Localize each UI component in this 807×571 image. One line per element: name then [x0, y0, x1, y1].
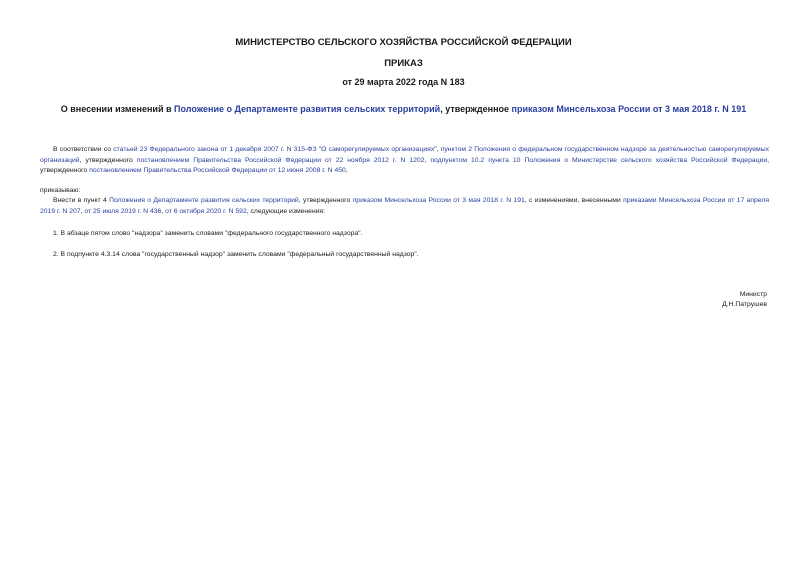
main-paragraph: [40, 196, 769, 217]
main-text: , утвержденного: [298, 197, 353, 204]
main-text: ,: [80, 207, 85, 215]
title-prefix: О внесении изменений в: [60, 104, 175, 114]
preamble-link-subclause-10-2[interactable]: подпунктом 10.2 пункта 10 Положения о Министерстве сельского хозяйства Российской Федерации: [430, 156, 768, 164]
main-text: ,: [161, 207, 166, 215]
title-link-regulation[interactable]: Положение о Департаменте развития сельских территорий: [174, 104, 441, 114]
preamble-paragraph: [40, 145, 769, 177]
list-item: 2. В подпункте 4.3.14 слова "государственный надзор" заменить словами "федеральный государственный надзор".: [53, 251, 419, 258]
main-link-order-207[interactable]: приказами Минсельхоза России от 17 апреля 2019 г. N 207: [40, 197, 770, 215]
main-link-regulation[interactable]: Положения о Департаменте развития сельских территорий: [109, 197, 299, 204]
preamble-text: , утвержденного: [79, 156, 137, 164]
ministry-name: МИНИСТЕРСТВО СЕЛЬСКОГО ХОЗЯЙСТВА РОССИЙСКОЙ ФЕДЕРАЦИИ: [235, 37, 572, 48]
document-date: от 29 марта 2022 года N 183: [342, 77, 465, 87]
preamble-link-resolution-450[interactable]: постановлением Правительства Российской Федерации от 12 июня 2008 г. N 450: [89, 167, 346, 175]
preamble-link-federal-law[interactable]: статьей 23 Федерального закона от 1 декабря 2007 г. N 315-ФЗ "О саморегулируемых организациях": [113, 146, 437, 153]
preamble-text: ,: [345, 167, 348, 175]
main-text: , следующие изменения:: [246, 207, 326, 215]
preamble-text: В соответствии со: [53, 146, 114, 153]
signature-name: Д.Н.Патрушев: [722, 301, 767, 308]
preamble-link-resolution-1202[interactable]: постановлением Правительства Российской Федерации от 22 ноября 2012 г. N 1202: [136, 156, 425, 164]
main-link-order-436[interactable]: от 25 июля 2019 г. N 436: [84, 207, 162, 215]
document-type: ПРИКАЗ: [384, 58, 423, 69]
main-link-order-592[interactable]: от 6 октября 2020 г. N 592: [165, 207, 247, 215]
main-link-order-191[interactable]: приказом Минсельхоза России от 3 мая 2018 г. N 191: [352, 197, 525, 204]
main-text: , с изменениями, внесенными: [524, 197, 624, 204]
title-link-order[interactable]: приказом Минсельхоза России от 3 мая 2018 г. N 191: [511, 104, 747, 114]
preamble-text: ,: [436, 146, 441, 153]
document-title: [0, 104, 807, 114]
signature-position: Министр: [739, 291, 767, 298]
preamble-link-supervision-regulation[interactable]: пунктом 2 Положения о федеральном государственном надзоре за деятельностью саморегулируемых организаций: [40, 146, 769, 164]
preamble-text: ,: [424, 156, 431, 164]
list-item: 1. В абзаце пятом слово "надзора" заменить словами "федерального государственного надзора".: [53, 230, 363, 237]
decree-word: приказываю:: [40, 187, 81, 194]
preamble-text: , утвержденного: [40, 156, 770, 175]
main-text: Внести в пункт 4: [53, 197, 110, 204]
title-middle: , утвержденное: [440, 104, 512, 114]
